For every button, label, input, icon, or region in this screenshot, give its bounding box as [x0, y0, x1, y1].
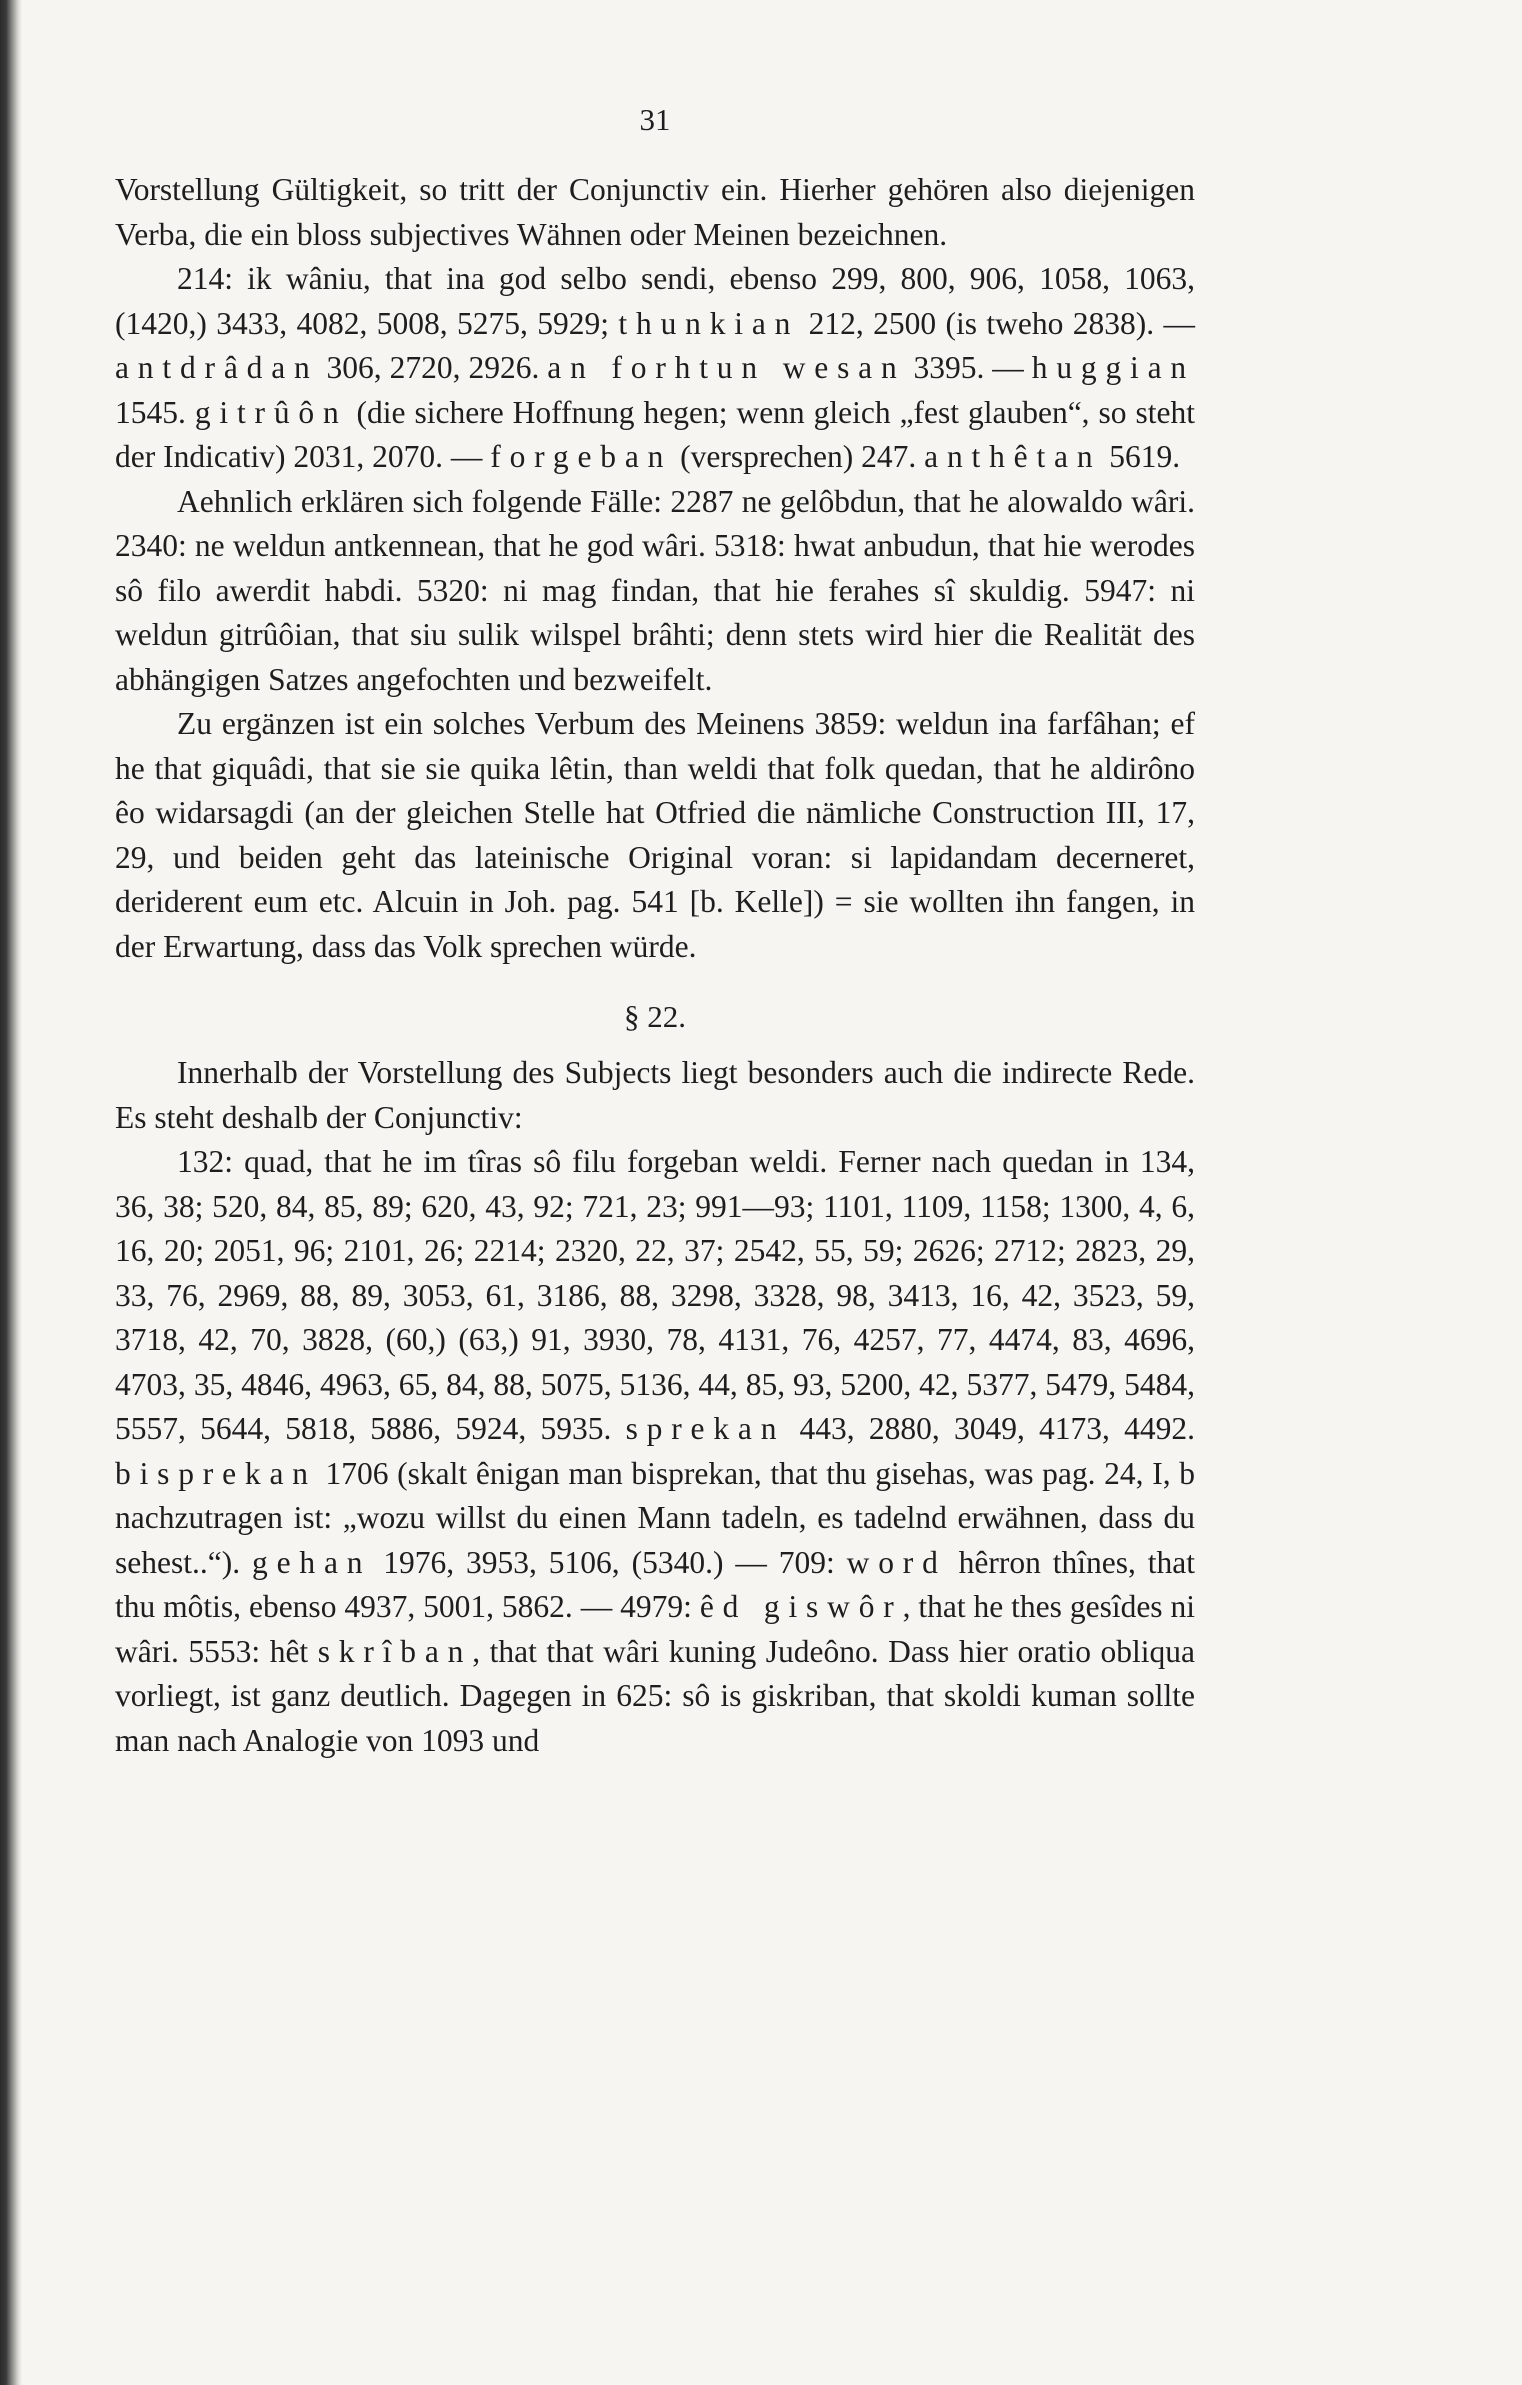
text-run: (versprechen) 247.: [672, 439, 925, 474]
text-run: 5619.: [1101, 439, 1181, 474]
text-run: 212, 2500 (is tweho 2838). —: [799, 305, 1195, 341]
spaced-term: word: [846, 1544, 947, 1580]
paragraph: [115, 480, 1195, 703]
text-run: Zu ergänzen ist ein solches Verbum des Meinens 3859: weldun ina farfâhan; ef he that giquâdi, that sie sie quika lêtin, than weldi that folk quedan, that he aldirôno êo widarsagdi (an der gleichen Stelle hat Otfried die nämliche Construction III, 17, 29, und beiden geht das lateinische Original voran: si lapidandam decerneret, deriderent eum etc. Alcuin in Joh. pag. 541 [b. Kelle]) = sie wollten ihn fangen, in der Erwartung, dass das Volk sprechen würde.: [115, 706, 1195, 964]
page-number: 31: [639, 102, 671, 137]
spaced-term: forgeban: [490, 439, 673, 474]
spaced-term: huggian: [1031, 350, 1196, 385]
spaced-term: antdrâdan: [115, 350, 319, 385]
spaced-term: an forhtun wesan: [547, 350, 906, 385]
text-run: (die sichere Hoffnung hegen; wenn gleich „fest glauben“, so steht der Indicativ) 2031, 2070. —: [115, 394, 1195, 474]
text-run: Vorstellung Gültigkeit, so tritt der Conjunctiv ein. Hierher gehören also diejenigen Verba, die ein bloss subjectives Wähnen oder Meinen bezeichnen.: [115, 172, 1195, 252]
spaced-term: bisprekan: [115, 1455, 317, 1491]
text-run: 1706 (skalt ênigan man bisprekan, that thu gisehas, was pag. 24, I, b nachzutragen ist: „wozu willst du einen Mann tadeln, es tadelnd erwähnen, dass du sehest..“).: [115, 1455, 1195, 1580]
text-run: Aehnlich erklären sich folgende Fälle: 2287 ne gelôbdun, that he alowaldo wâri. 2340: ne weldun antkennean, that he god wâri. 5318: hwat anbudun, that hie werodes sô filo awerdit habdi. 5320: ni mag findan, that hie ferahes sî skuldig. 5947: ni weldun gitrûôian, that siu sulik wilspel brâhti; denn stets wird hier die Realität des abhängigen Satzes angefochten und bezweifelt.: [115, 483, 1195, 697]
spaced-term: êd giswôr: [699, 1589, 903, 1624]
text-run: 443, 2880, 3049, 4173, 4492.: [785, 1411, 1196, 1446]
spaced-term: skrîban: [317, 1633, 473, 1669]
spaced-term: anthêtan: [924, 439, 1102, 474]
page-binding-edge: [0, 0, 22, 2385]
paragraph: [115, 257, 1195, 480]
document-page: [115, 100, 1195, 1763]
text-run: 3395. —: [905, 350, 1032, 385]
text-run: 1545.: [115, 394, 195, 430]
spaced-term: gehan: [252, 1544, 372, 1580]
section-heading: [115, 995, 1195, 1039]
text-run: § 22.: [624, 999, 686, 1034]
paragraph: [115, 702, 1195, 969]
text-run: , that that wâri kuning Judeôno. Dass hier oratio obliqua vorliegt, ist ganz deutlich. Dagegen in 625: sô is giskriban, that skoldi kuman sollte man nach Analogie von 1093 und: [115, 1633, 1195, 1758]
text-run: hêrron thînes, that thu môtis, ebenso 4937, 5001, 5862. — 4979:: [115, 1544, 1195, 1624]
text-run: 214: ik wâniu, that ina god selbo sendi, ebenso 299, 800, 906, 1058, 1063, (1420,) 3433, 4082, 5008, 5275, 5929;: [115, 261, 1195, 341]
text-run: , that he thes gesîdes ni wâri. 5553: hêt: [115, 1589, 1195, 1669]
spaced-term: sprekan: [625, 1411, 786, 1446]
text-run: 132: quad, that he im tîras sô filu forgeban weldi. Ferner nach quedan in 134, 36, 38; 520, 84, 85, 89; 620, 43, 92; 721, 23; 991—93; 1101, 1109, 1158; 1300, 4, 6, 16, 20; 2051, 96; 2101, 26; 2214; 2320, 22, 37; 2542, 55, 59; 2626; 2712; 2823, 29, 33, 76, 2969, 88, 89, 3053, 61, 3186, 88, 3298, 3328, 98, 3413, 16, 42, 3523, 59, 3718, 42, 70, 3828, (60,) (63,) 91, 3930, 78, 4131, 76, 4257, 77, 4474, 83, 4696, 4703, 35, 4846, 4963, 65, 84, 88, 5075, 5136, 44, 85, 93, 5200, 42, 5377, 5479, 5484, 5557, 5644, 5818, 5886, 5924, 5935.: [115, 1144, 1195, 1446]
text-run: 306, 2720, 2926.: [318, 350, 548, 385]
spaced-term: thunkian: [618, 305, 800, 341]
paragraph: [115, 1051, 1195, 1140]
page-body: [115, 168, 1195, 1763]
spaced-term: gitrûôn: [194, 394, 348, 430]
paragraph: [115, 168, 1195, 257]
text-run: 1976, 3953, 5106, (5340.) — 709:: [371, 1544, 847, 1580]
text-run: Innerhalb der Vorstellung des Subjects liegt besonders auch die indirecte Rede. Es steht deshalb der Conjunctiv:: [115, 1055, 1195, 1135]
paragraph: [115, 1140, 1195, 1763]
